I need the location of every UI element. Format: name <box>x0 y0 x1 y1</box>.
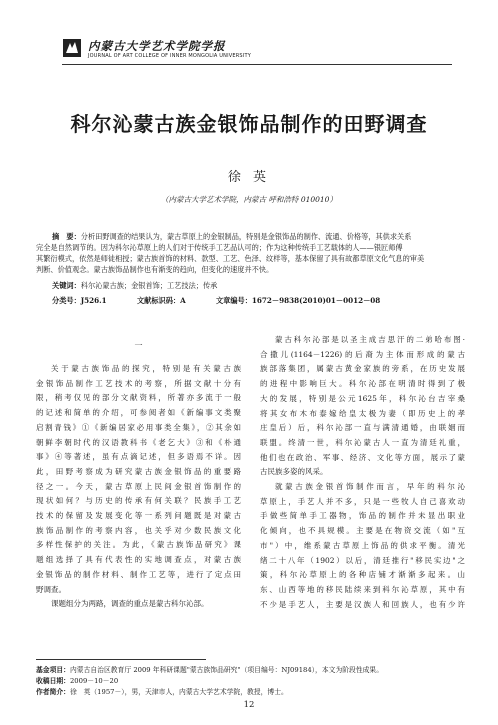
abstract-line: 摘 要：分析田野调查的结果认为，蒙古草原上的金银制品，特别是金银饰品的制作、流通、价格等，其供求关系 <box>52 232 412 241</box>
document-code: 文献标识码：A <box>136 296 186 305</box>
body-line: 大的发展，特别是公元1625年，科尔沁台吉宰桑 <box>260 393 465 403</box>
author-affiliation: （内蒙古大学艺术学院，内蒙古 呼和浩特 010010） <box>161 195 337 204</box>
abstract-line: 完全是自然调节的。因为科尔沁草原上的人们对于传统手工艺品认可的；作为这种传统手工艺载体的人——银匠师傅 <box>36 243 403 252</box>
body-line: 金银饰品的制作材料、制作工艺等，进行了定点田 <box>36 569 241 579</box>
keywords-line <box>52 281 461 291</box>
abstract-line: 其繁衍模式，依然是师徒相授；蒙古族首饰的材料、款型、工艺、色泽、纹样等，基本保留了具有故都草原文化气息的审美 <box>36 254 425 263</box>
masthead-rule <box>62 64 452 65</box>
body-line: 关于蒙古族饰品的探究，特别是有关蒙古族 <box>51 364 241 373</box>
footnote-author-bio: 作者简介：徐 英（1957－），男，天津市人，内蒙古大学艺术学院，教授，博士。 <box>36 688 288 696</box>
journal-name-chinese: 内蒙古大学艺术学院学报 <box>88 39 226 53</box>
body-line: 现状如何？与历史的传承有何关联？民族手工艺 <box>36 496 241 506</box>
keywords-label: 关键词： <box>52 281 81 290</box>
body-line: 草原上，手艺人并不多，只是一些牧人自己喜欢动 <box>260 496 465 506</box>
left-column <box>36 362 241 612</box>
journal-name-english: JOURNAL OF ART COLLEGE OF INNER MONGOLIA UNIVERSITY <box>88 53 251 59</box>
section-marker: 一 <box>134 341 143 350</box>
paper-title: 科尔沁蒙古族金银饰品制作的田野调查 <box>70 112 428 136</box>
body-line: 此，田野考察成为研究蒙古族金银饰品的重要路 <box>36 466 241 476</box>
body-line: 他们也在政治、军事、经济、文化等方面，展示了蒙 <box>260 452 465 462</box>
body-line: 径之一。今天，蒙古草原上民间金银首饰制作的 <box>36 481 241 491</box>
body-line: 的记述和简单的介绍，可参阅者如《新编事文类聚 <box>36 408 241 418</box>
right-column <box>260 333 465 612</box>
classification-row <box>52 296 472 306</box>
body-line: 市"）中，维系蒙古草原上饰品的供求平衡。清光 <box>260 540 465 550</box>
body-line: 绪二十八年（1902）以后，清廷推行"移民实边"之 <box>260 555 465 565</box>
body-line: 化倾向，也不具规模。主要是在物资交流（如"互 <box>260 526 465 536</box>
body-line: 课题组分为两路，调查的重点是蒙古科尔沁部。 <box>51 599 209 609</box>
body-line: 手做些简单手工器物，饰品的制作并未显出职业 <box>260 511 465 521</box>
body-line: 策，科尔沁草原上的各种店铺才渐渐多起来。山 <box>260 570 465 580</box>
keywords-text: 科尔沁蒙古族；金银首饰；工艺技法；传承 <box>80 281 218 290</box>
body-line: 庄皇后）后，科尔沁部一直与满清通婚，由联姻而 <box>260 423 465 433</box>
body-line: 不少是手艺人，主要是汉族人和回族人，也有少许 <box>260 599 465 609</box>
footnote-rule <box>36 659 206 660</box>
body-line: 限，稍考仅见的部分文献资料，所著亦多流于一般 <box>36 393 241 403</box>
body-line: 将其女布木布泰嫁给皇太极为妻（即历史上的孝 <box>260 408 465 418</box>
page-number: 12 <box>243 700 255 710</box>
journal-logo-icon <box>62 38 82 58</box>
body-line: 族部落集团，属蒙古黄金家族的旁系，在历史发展 <box>260 364 465 374</box>
body-line: 题组选择了具有代表性的实地调查点，对蒙古族 <box>36 555 241 565</box>
body-line: 古民族多姿的风采。 <box>260 467 328 477</box>
body-line: 合撒儿(1164－1226)的后裔为主体而形成的蒙古 <box>260 349 465 359</box>
class-number: 分类号：J526.1 <box>52 296 107 305</box>
body-line: 金银饰品制作工艺技术的考察，所据文献十分有 <box>36 378 241 388</box>
body-line: 多样性保护的关注。为此，《蒙古族饰品研究》课 <box>36 540 241 550</box>
footnote-received-date: 收稿日期：2009－10－20 <box>36 677 119 685</box>
body-line: 野调查。 <box>36 584 66 594</box>
body-line: 就蒙古族金银首饰制作而言，早年的科尔沁 <box>275 482 465 492</box>
body-line: 启割青钱》①《新编居家必用事类全集》，②其余如 <box>36 422 241 432</box>
body-line: 联盟。终清一世，科尔沁蒙古人一直为清廷礼重， <box>260 437 465 447</box>
body-line: 朝鲜李朝时代的汉语教科书《老乞大》③和《朴通 <box>36 437 241 447</box>
body-line: 事》④等著述，虽有点滴记述，但多语焉不详。因 <box>36 452 241 462</box>
body-line: 族饰品制作的考察内容，也关乎对少数民族文化 <box>36 525 241 535</box>
author-name: 徐 英 <box>227 170 271 185</box>
body-line: 蒙古科尔沁部是以圣主成吉思汗的二弟哈布图· <box>275 335 465 344</box>
body-line: 技术的保留及发展变化等一系列问题既是对蒙古 <box>36 511 241 521</box>
article-number: 文章编号：1672－9838(2010)01－0012－08 <box>215 296 381 305</box>
body-line: 东、山西等地的移民陆续来到科尔沁草原，其中有 <box>260 584 465 594</box>
footnote-funding: 基金项目：内蒙古自治区教育厅 2009 年科研课题"蒙古族饰品研究"（项目编号：NJ09184），本文为阶段性成果。 <box>36 666 384 674</box>
body-line: 的进程中影响巨大。科尔沁部在明清时得到了极 <box>260 379 465 389</box>
abstract-line: 判断、价值观念。蒙古族饰品制作也有渐变的趋向，但变化的速度并不快。 <box>36 265 274 274</box>
abstract-label: 摘 要： <box>52 232 81 241</box>
